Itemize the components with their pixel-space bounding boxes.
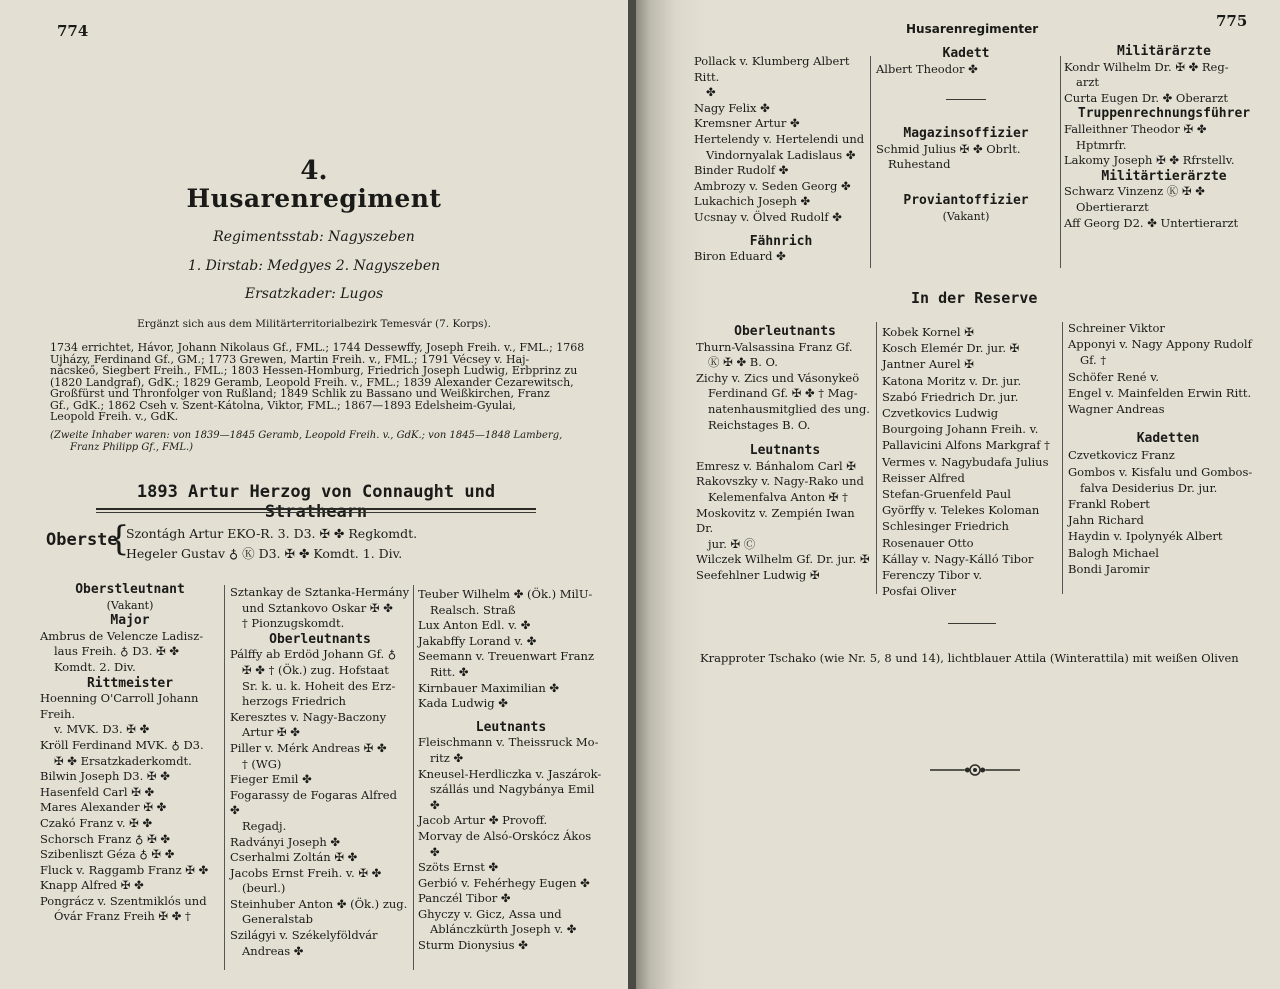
rittmeister-entry: Mares Alexander ✠ ✤ <box>40 800 167 815</box>
regiment-number: 4. <box>300 156 328 186</box>
magazin-heading: Magazinsoffizier <box>903 126 1029 142</box>
reserve-leutnant-entry: Wilczek Wilhelm Gf. Dr. jur. ✠ <box>696 552 870 567</box>
rittmeister-entry: Kröll Ferdinand MVK. ♁ D3. <box>40 737 204 752</box>
oberleutnant-entry: (beurl.) <box>242 881 286 896</box>
reserve-heading: In der Reserve <box>911 289 1038 307</box>
history-line: nácskeő, Siegbert Freih., FML.; 1803 Hessen-Homburg, Friedrich Joseph Ludwig, Erbprinz zu <box>50 364 578 377</box>
rittmeister-entry: Óvár Franz Freih ✠ ✤ † <box>54 909 191 924</box>
magazin-entry: Schmid Julius ✠ ✤ Obrlt. <box>876 141 1021 156</box>
uniform-description: Krapproter Tschako (wie Nr. 5, 8 und 14), lichtblauer Attila (Winterattila) mit weißen Oliven <box>700 651 1239 665</box>
magazin-entry: Ruhestand <box>888 157 951 172</box>
ornament-icon <box>930 762 1020 778</box>
leutnant-entry: ✤ <box>430 797 440 812</box>
column-divider <box>1062 322 1063 594</box>
oberleutnant-entry: Kada Ludwig ✤ <box>418 696 508 711</box>
oberste-label: Oberste <box>46 530 118 550</box>
left-col-3 <box>418 587 604 954</box>
proviant-heading: Proviantoffizier <box>903 192 1029 208</box>
oberleutnant-entry: Generalstab <box>242 912 313 927</box>
oberleutnant-entry: ✠ ✤ † (Ök.) zug. Hofstaat <box>242 662 389 677</box>
reserve-oberleutnant-entry: Zichy v. Zics und Vásonykeö <box>696 370 860 385</box>
reserve-leutnant-entry: Ferenczy Tibor v. <box>882 568 983 583</box>
truppen-entry: Falleithner Theodor ✠ ✤ <box>1064 121 1207 136</box>
reserve-col-3 <box>1068 320 1268 577</box>
page-number-left: 774 <box>57 22 89 40</box>
tieraerzte-heading: Militärtierärzte <box>1101 168 1227 184</box>
truppen-entry: Hptmrfr. <box>1076 137 1127 152</box>
oberste-list <box>126 524 417 564</box>
leutnant-entry: Gerbió v. Fehérhegy Eugen ✤ <box>418 875 590 890</box>
arzt-entry: Curta Eugen Dr. ✤ Oberarzt <box>1064 90 1229 105</box>
oberleutnant-entry: Szilágyi v. Székelyföldvár <box>230 928 378 943</box>
major-entry: laus Freih. ♁ D3. ✠ ✤ <box>54 644 180 659</box>
major-heading: Major <box>110 613 150 629</box>
leutnant-entry: Hertelendy v. Hertelendi und <box>694 131 865 146</box>
rittmeister-entry: Schorsch Franz ♁ ✠ ✤ <box>40 831 170 846</box>
regiment-chief: 1893 Artur Herzog von Connaught und <box>136 482 496 502</box>
leutnant-entry: Szöts Ernst ✤ <box>418 860 499 875</box>
reserve-leutnant-entry: Szabó Friedrich Dr. jur. <box>882 389 1019 404</box>
reserve-leutnant-entry: Rosenauer Otto <box>882 535 974 550</box>
militaeraerzte-heading: Militärärzte <box>1117 44 1211 59</box>
reserve-leutnant-entry: Kállay v. Nagy-Kálló Tibor <box>882 551 1034 566</box>
arzt-entry: Kondr Wilhelm Dr. ✠ ✤ Reg- <box>1064 59 1229 74</box>
oberleutnant-entry: Radványi Joseph ✤ <box>230 834 341 849</box>
leutnant-entry: Ghyczy v. Gicz, Assa und <box>418 906 562 921</box>
history-line: Gf., GdK.; 1862 Cseh v. Szent-Kátolna, Viktor, FML.; 1867—1893 Edelsheim-Gyulai, <box>50 398 516 412</box>
reserve-leutnant-entry: Jantner Aurel ✠ <box>882 357 974 372</box>
regiment-title: Husarenregiment <box>186 184 442 213</box>
leutnant-entry: Nagy Felix ✤ <box>694 100 770 115</box>
column-divider <box>870 56 871 268</box>
leutnant-entry: Panczél Tibor ✤ <box>418 891 511 906</box>
leutnant-entry: ✤ <box>430 844 440 859</box>
leutnant-entry: Kneusel-Herdliczka v. Jaszárok- <box>418 766 602 781</box>
oberleutnant-entry: herzogs Friedrich <box>242 694 346 709</box>
leutnants-heading: Leutnants <box>475 719 547 735</box>
rittmeister-entry: Szibenliszt Géza ♁ ✠ ✤ <box>40 847 175 862</box>
book-gutter <box>628 0 636 989</box>
history-line: Großfürst und Thronfolger von Rußland; 1849 Schlik zu Bassano und Weißkirchen, Franz <box>50 387 550 400</box>
tierarzt-entry: Aff Georg D2. ✤ Untertierarzt <box>1064 215 1239 230</box>
right-col-3 <box>1064 44 1264 231</box>
oberleutnant-entry: Kirnbauer Maximilian ✤ <box>418 680 560 695</box>
kadett-heading: Kadett <box>942 46 990 61</box>
rittmeister-entry: ✠ ✤ Ersatzkaderkomdt. <box>54 753 192 768</box>
column-divider <box>224 585 225 970</box>
dirstab: 1. Dirstab: Medgyes 2. Nagyszeben <box>187 258 441 274</box>
reserve-leutnant-entry: Vermes v. Nagybudafa Julius <box>882 454 1049 469</box>
kadetten-entry: Balogh Michael <box>1068 545 1159 560</box>
major-entry: Komdt. 2. Div. <box>54 659 136 674</box>
major-entry: Ambrus de Velencze Ladisz- <box>40 628 204 643</box>
kadetten-heading: Kadetten <box>1136 431 1200 447</box>
leutnant-entry: Ambrozy v. Seden Georg ✤ <box>694 178 851 193</box>
reserve-oberleutnant-entry: Reichstages B. O. <box>708 417 811 432</box>
rittmeister-entry: Fluck v. Raggamb Franz ✠ ✤ <box>40 862 209 877</box>
oberleutnant-entry: Seemann v. Treuenwart Franz <box>418 649 595 664</box>
reserve-leutnant-entry: Kelemenfalva Anton ✠ † <box>708 489 848 504</box>
oberleutnant-entry: Jakabffy Lorand v. ✤ <box>418 633 537 648</box>
left-page <box>0 0 628 989</box>
reserve-leutnant-entry: Czvetkovics Ludwig <box>882 406 999 421</box>
history-line: (1820 Landgraf), GdK.; 1829 Geramb, Leopold Freih. v., FML.; 1839 Alexander Cezarewitsch, <box>50 375 574 389</box>
reserve-leutnant-entry: Apponyi v. Nagy Appony Rudolf <box>1068 337 1252 352</box>
reserve-leutnant-entry: Moskovitz v. Zempién Iwan Dr. <box>696 505 855 536</box>
reserve-leutnant-entry: Posfai Oliver <box>882 584 957 599</box>
faehnrich-heading: Fähnrich <box>749 233 813 249</box>
reserve-leutnant-entry: Seefehlner Ludwig ✠ <box>696 567 820 582</box>
leutnant-entry: Sturm Dionysius ✤ <box>418 938 528 953</box>
leutnant-entry: Lukachich Joseph ✤ <box>694 194 811 209</box>
oberleutnant-entry: Regadj. <box>242 818 287 833</box>
oberleutnant-entry: Ritt. ✤ <box>430 664 469 679</box>
kadetten-entry: Haydin v. Ipolynyék Albert <box>1068 529 1223 544</box>
second-inhaber <box>50 430 598 454</box>
reserve-leutnant-entry: Schlesinger Friedrich <box>882 519 1009 534</box>
leutnant-entry: Kremsner Artur ✤ <box>694 116 800 131</box>
reserve-leutnant-entry: Györffy v. Telekes Koloman <box>882 503 1040 518</box>
history-line: Ujházy, Ferdinand Gf., GM.; 1773 Grewen, Martin Freih. v., FML.; 1791 Vécsey v. Haj- <box>50 352 530 366</box>
oberstleutnant-heading: Oberstleutnant <box>75 582 185 597</box>
leutnant-entry: Vindornyalak Ladislaus ✤ <box>706 147 856 162</box>
rittmeister-entry: Hoenning O'Carroll Johann Freih. <box>40 691 199 721</box>
faehnrich-entry: Biron Eduard ✤ <box>694 249 786 264</box>
reserve-leutnant-entry: Schöfer René v. <box>1068 369 1159 384</box>
oberleutnant-entry: und Sztankovo Oskar ✠ ✤ <box>242 600 393 615</box>
oberleutnant-entry: Jacobs Ernst Freih. v. ✠ ✤ <box>230 865 382 880</box>
reserve-leutnant-entry: Kobek Kornel ✠ <box>882 325 974 339</box>
rittmeister-entry: Hasenfeld Carl ✠ ✤ <box>40 784 155 799</box>
section-divider <box>946 99 986 100</box>
proviant-vakant: (Vakant) <box>942 209 990 223</box>
reserve-leutnant-entry: Stefan-Gruenfeld Paul <box>882 487 1011 502</box>
page-number-right: 775 <box>1216 12 1248 30</box>
left-col-1 <box>40 582 220 925</box>
kadetten-entry: Frankl Robert <box>1068 497 1150 512</box>
oberst-entry: Szontágh Artur EKO-R. 3. D3. ✠ ✤ Regkomdt. <box>126 526 418 541</box>
column-divider <box>1060 56 1061 268</box>
oberleutnant-entry: Cserhalmi Zoltán ✠ ✤ <box>230 850 358 865</box>
right-page <box>636 0 1280 989</box>
oberleutnant-entry: Teuber Wilhelm ✤ (Ök.) MilU- <box>418 587 593 601</box>
reserve-leutnant-entry: Gf. † <box>1080 353 1107 368</box>
history-line: Leopold Freih. v., GdK. <box>50 410 179 423</box>
oberleutnant-entry: Sztankay de Sztanka-Hermány <box>230 585 410 599</box>
oberleutnant-entry: Andreas ✤ <box>242 943 304 958</box>
reserve-leutnants-heading: Leutnants <box>749 443 821 459</box>
kadetten-entry: falva Desiderius Dr. jur. <box>1080 480 1218 495</box>
reserve-leutnant-entry: jur. ✠ Ⓒ <box>708 536 756 551</box>
oberleutnant-entry: Pálffy ab Erdöd Johann Gf. ♁ <box>230 647 397 662</box>
ersatzkader: Ersatzkader: Lugos <box>244 286 384 302</box>
rittmeister-heading: Rittmeister <box>86 675 174 691</box>
truppen-entry: Lakomy Joseph ✠ ✤ Rfrstellv. <box>1064 153 1235 168</box>
leutnant-entry: ✤ <box>706 85 716 100</box>
reserve-leutnant-entry: Engel v. Mainfelden Erwin Ritt. <box>1068 385 1252 400</box>
rittmeister-entry: Czakó Franz v. ✠ ✤ <box>40 815 153 830</box>
reserve-leutnant-entry: Pallavicini Alfons Markgraf † <box>882 438 1050 453</box>
column-divider <box>413 585 414 970</box>
reserve-oberleutnant-entry: Thurn-Valsassina Franz Gf. <box>696 339 853 354</box>
column-divider <box>876 322 877 594</box>
kadetten-entry: Bondi Jaromir <box>1068 561 1150 576</box>
reserve-col-2 <box>882 324 1060 599</box>
kadetten-entry: Czvetkovicz Franz <box>1068 448 1175 463</box>
chief-underline-thin <box>96 512 536 513</box>
rittmeister-entry: v. MVK. D3. ✠ ✤ <box>54 722 150 737</box>
oberleutnants-heading: Oberleutnants <box>269 631 371 647</box>
chief-underline <box>96 508 536 510</box>
kadetten-entry: Jahn Richard <box>1068 513 1144 528</box>
leutnant-entry: Morvay de Alsó-Orskócz Ákos <box>418 828 592 843</box>
oberleutnant-entry: Sr. k. u. k. Hoheit des Erz- <box>242 678 396 693</box>
reserve-oberleutnant-entry: Ferdinand Gf. ✠ ✤ † Mag- <box>708 386 858 401</box>
oberstleutnant-vakant: (Vakant) <box>106 598 154 612</box>
reserve-oberleutnant-entry: natenhausmitglied des ung. <box>708 401 870 416</box>
oberleutnant-entry: † (WG) <box>242 756 282 771</box>
reserve-leutnant-entry: Bourgoing Johann Freih. v. <box>882 422 1039 437</box>
oberleutnant-entry: Piller v. Mérk Andreas ✠ ✤ <box>230 740 387 755</box>
reserve-oberleutnants-heading: Oberleutnants <box>734 324 836 339</box>
reserve-leutnant-entry: Katona Moritz v. Dr. jur. <box>882 373 1022 388</box>
oberleutnant-entry: Artur ✠ ✤ <box>242 725 300 740</box>
oberleutnant-entry: Steinhuber Anton ✤ (Ök.) zug. <box>230 896 408 911</box>
tierarzt-entry: Obertierarzt <box>1076 199 1149 214</box>
inhaber-line: (Zweite Inhaber waren: von 1839—1845 Geramb, Leopold Freih. v., GdK.; von 1845—1848 Lamberg, <box>50 430 563 441</box>
kadett-entry: Albert Theodor ✤ <box>876 61 978 76</box>
oberleutnant-entry: Keresztes v. Nagy-Baczony <box>230 709 387 724</box>
reserve-leutnant-entry: Kosch Elemér Dr. jur. ✠ <box>882 341 1020 356</box>
reserve-leutnant-entry: Wagner Andreas <box>1068 402 1165 417</box>
right-col-2 <box>876 46 1056 224</box>
tierarzt-entry: Schwarz Vinzenz Ⓚ ✠ ✤ <box>1064 184 1205 199</box>
oberleutnant-entry: Realsch. Straß <box>430 602 516 617</box>
reserve-col-1 <box>696 324 874 584</box>
right-col-1 <box>694 54 868 265</box>
leutnant-entry: Jacob Artur ✤ Provoff. <box>418 813 548 828</box>
rittmeister-entry: Knapp Alfred ✠ ✤ <box>40 878 144 893</box>
leutnant-entry: szállás und Nagybánya Emil <box>430 782 595 797</box>
arzt-entry: arzt <box>1076 75 1100 90</box>
running-header: Husarenregimenter <box>906 22 1039 36</box>
oberst-entry: Hegeler Gustav ♁ Ⓚ D3. ✠ ✤ Komdt. 1. Div. <box>126 546 403 561</box>
leutnant-entry: ritz ✤ <box>430 750 464 765</box>
truppen-heading: Truppenrechnungsführer <box>1077 106 1251 122</box>
reserve-leutnant-entry: Emresz v. Bánhalom Carl ✠ <box>696 458 856 473</box>
oberleutnant-entry: Lux Anton Edl. v. ✤ <box>418 618 531 633</box>
regimentsstab: Regimentsstab: Nagyszeben <box>213 229 415 245</box>
reserve-oberleutnant-entry: Ⓚ ✠ ✤ B. O. <box>708 355 778 370</box>
left-col-2 <box>230 585 410 959</box>
regiment-history <box>50 342 598 423</box>
section-divider <box>948 623 996 624</box>
reserve-leutnant-entry: Reisser Alfred <box>882 470 965 485</box>
leutnant-entry: Binder Rudolf ✤ <box>694 163 789 178</box>
reserve-leutnant-entry: Rakovszky v. Nagy-Rako und <box>696 474 864 489</box>
oberleutnant-entry: Fogarassy de Fogaras Alfred ✤ <box>230 787 397 818</box>
leutnant-entry: Fleischmann v. Theissruck Mo- <box>418 735 599 750</box>
history-line: 1734 errichtet, Hávor, Johann Nikolaus Gf., FML.; 1744 Dessewffy, Joseph Freih. v., FML.; 1768 <box>50 341 585 354</box>
reserve-leutnant-entry: Schreiner Viktor <box>1068 321 1165 335</box>
leutnant-entry: Ablánczkürth Joseph v. ✤ <box>430 922 577 937</box>
brace-icon: { <box>108 519 130 559</box>
inhaber-line: Franz Philipp Gf., FML.) <box>70 442 194 453</box>
oberleutnant-entry: † Pionzugskomdt. <box>242 616 345 631</box>
oberleutnant-entry: Fieger Emil ✤ <box>230 772 312 787</box>
leutnant-entry: Pollack v. Klumberg Albert Ritt. <box>694 54 850 84</box>
rittmeister-entry: Bilwin Joseph D3. ✠ ✤ <box>40 769 170 784</box>
kadetten-entry: Gombos v. Kisfalu und Gombos- <box>1068 464 1253 479</box>
rittmeister-entry: Pongrácz v. Szentmiklós und <box>40 893 207 908</box>
ergaenzt-text: Ergänzt sich aus dem Militärterritorialbezirk Temesvár (7. Korps). <box>137 318 491 330</box>
leutnant-entry: Ucsnay v. Ölved Rudolf ✤ <box>694 209 842 224</box>
